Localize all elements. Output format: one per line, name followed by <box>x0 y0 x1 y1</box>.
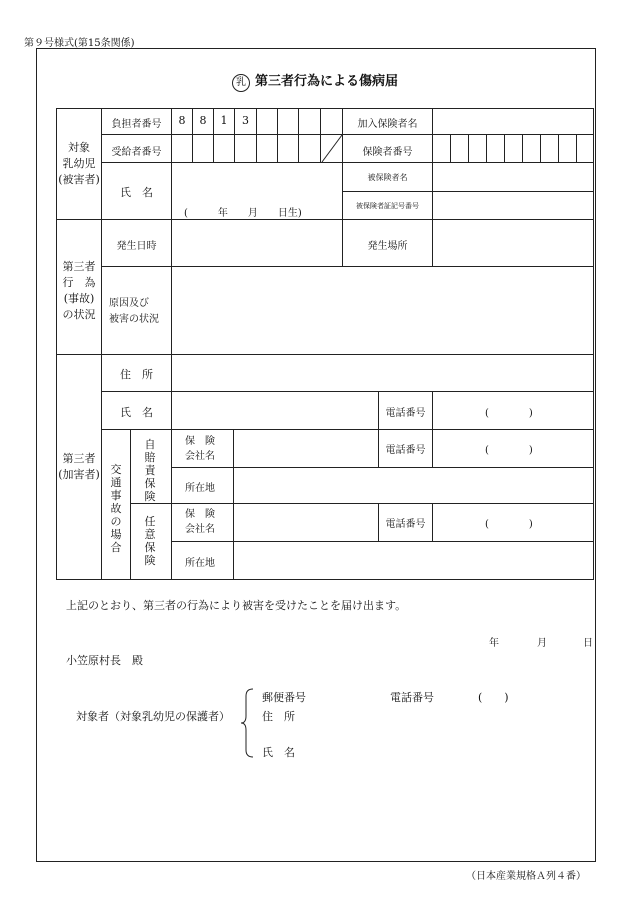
third-party-section-line: (加害者) <box>58 468 100 481</box>
third-party-name-label: 氏 名 <box>120 406 153 419</box>
applicant-name-label: 氏 名 <box>262 746 295 759</box>
payer-digit: 8 <box>178 114 186 127</box>
compulsory-insurance-label: 自賠責保険 <box>144 438 156 503</box>
occurrence-place-label: 発生場所 <box>367 241 408 252</box>
insurer-name-label: 加入保険者名 <box>357 119 418 130</box>
nyu-circle-icon: 乳 <box>232 74 250 92</box>
date-day: 日 <box>583 638 593 649</box>
date-year: 年 <box>489 638 499 649</box>
payer-label: 負担者番号 <box>111 119 162 130</box>
compulsory-phone-label: 電話番号 <box>385 445 426 456</box>
incident-section-line: 行 為 <box>62 276 96 289</box>
victim-name-label: 氏 名 <box>120 186 153 199</box>
card-number-label: 被保険者証記号番号 <box>356 202 419 210</box>
paper-size-note: （日本産業規格Ａ列４番） <box>466 871 586 882</box>
insured-person-label: 被保険者名 <box>367 173 408 182</box>
company-label-line: 保 険 <box>185 509 215 520</box>
voluntary-phone-paren: ( ) <box>485 519 533 530</box>
incident-section-line: (事故) <box>63 292 95 305</box>
victim-section-line: 対象 <box>68 141 90 154</box>
occurrence-date-label: 発生日時 <box>116 241 157 252</box>
title-text: 第三者行為による傷病届 <box>254 74 398 89</box>
postal-code-label: 郵便番号 <box>262 691 306 704</box>
voluntary-phone-label: 電話番号 <box>385 519 426 530</box>
third-party-address-label: 住 所 <box>120 368 153 381</box>
cause-label-line: 被害の状況 <box>109 314 159 325</box>
incident-section-line: 第三者 <box>62 260 96 273</box>
cause-label-line: 原因及び <box>109 298 149 309</box>
company-label-line: 会社名 <box>185 524 215 535</box>
compulsory-company-label <box>185 434 215 464</box>
insurer-number-label: 保険者番号 <box>362 147 413 158</box>
third-party-section-line: 第三者 <box>62 452 96 465</box>
birth-date: ( 年 月 日生) <box>184 208 302 219</box>
compulsory-phone-paren: ( ) <box>485 445 533 456</box>
applicant-address-label: 住 所 <box>262 710 295 723</box>
company-label-line: 会社名 <box>185 451 215 462</box>
incident-section-label <box>57 259 101 323</box>
applicant-phone-paren: ( ) <box>478 691 509 704</box>
payer-digit: 8 <box>199 114 207 127</box>
payer-digit: 3 <box>242 114 249 127</box>
voluntary-location-label: 所在地 <box>185 558 215 569</box>
applicant-phone-label: 電話番号 <box>390 691 434 704</box>
date-month: 月 <box>537 638 547 649</box>
victim-section-line: 乳幼児 <box>62 157 96 170</box>
third-party-phone-paren: ( ) <box>485 408 533 419</box>
form-number: 第９号様式(第15条関係) <box>24 38 135 49</box>
victim-section-line: (被害者) <box>58 173 100 186</box>
third-party-phone-label: 電話番号 <box>385 408 426 419</box>
voluntary-company-label <box>185 507 215 537</box>
brace-icon <box>240 688 254 758</box>
voluntary-insurance-label: 任意保険 <box>144 515 156 567</box>
incident-section-line: の状況 <box>62 308 96 321</box>
applicant-label: 対象者（対象乳幼児の保護者） <box>76 710 230 723</box>
cause-label <box>109 296 159 328</box>
addressee: 小笠原村長 殿 <box>66 654 143 667</box>
compulsory-location-label: 所在地 <box>185 483 215 494</box>
traffic-accident-label: 交通事故の場合 <box>110 463 122 554</box>
third-party-section-label <box>57 451 101 483</box>
payer-digit: 1 <box>220 114 228 127</box>
recipient-label: 受給者番号 <box>111 147 162 158</box>
statement-text: 上記のとおり、第三者の行為により被害を受けたことを届け出ます。 <box>66 599 407 612</box>
company-label-line: 保 険 <box>185 436 215 447</box>
victim-section-label <box>57 140 101 188</box>
